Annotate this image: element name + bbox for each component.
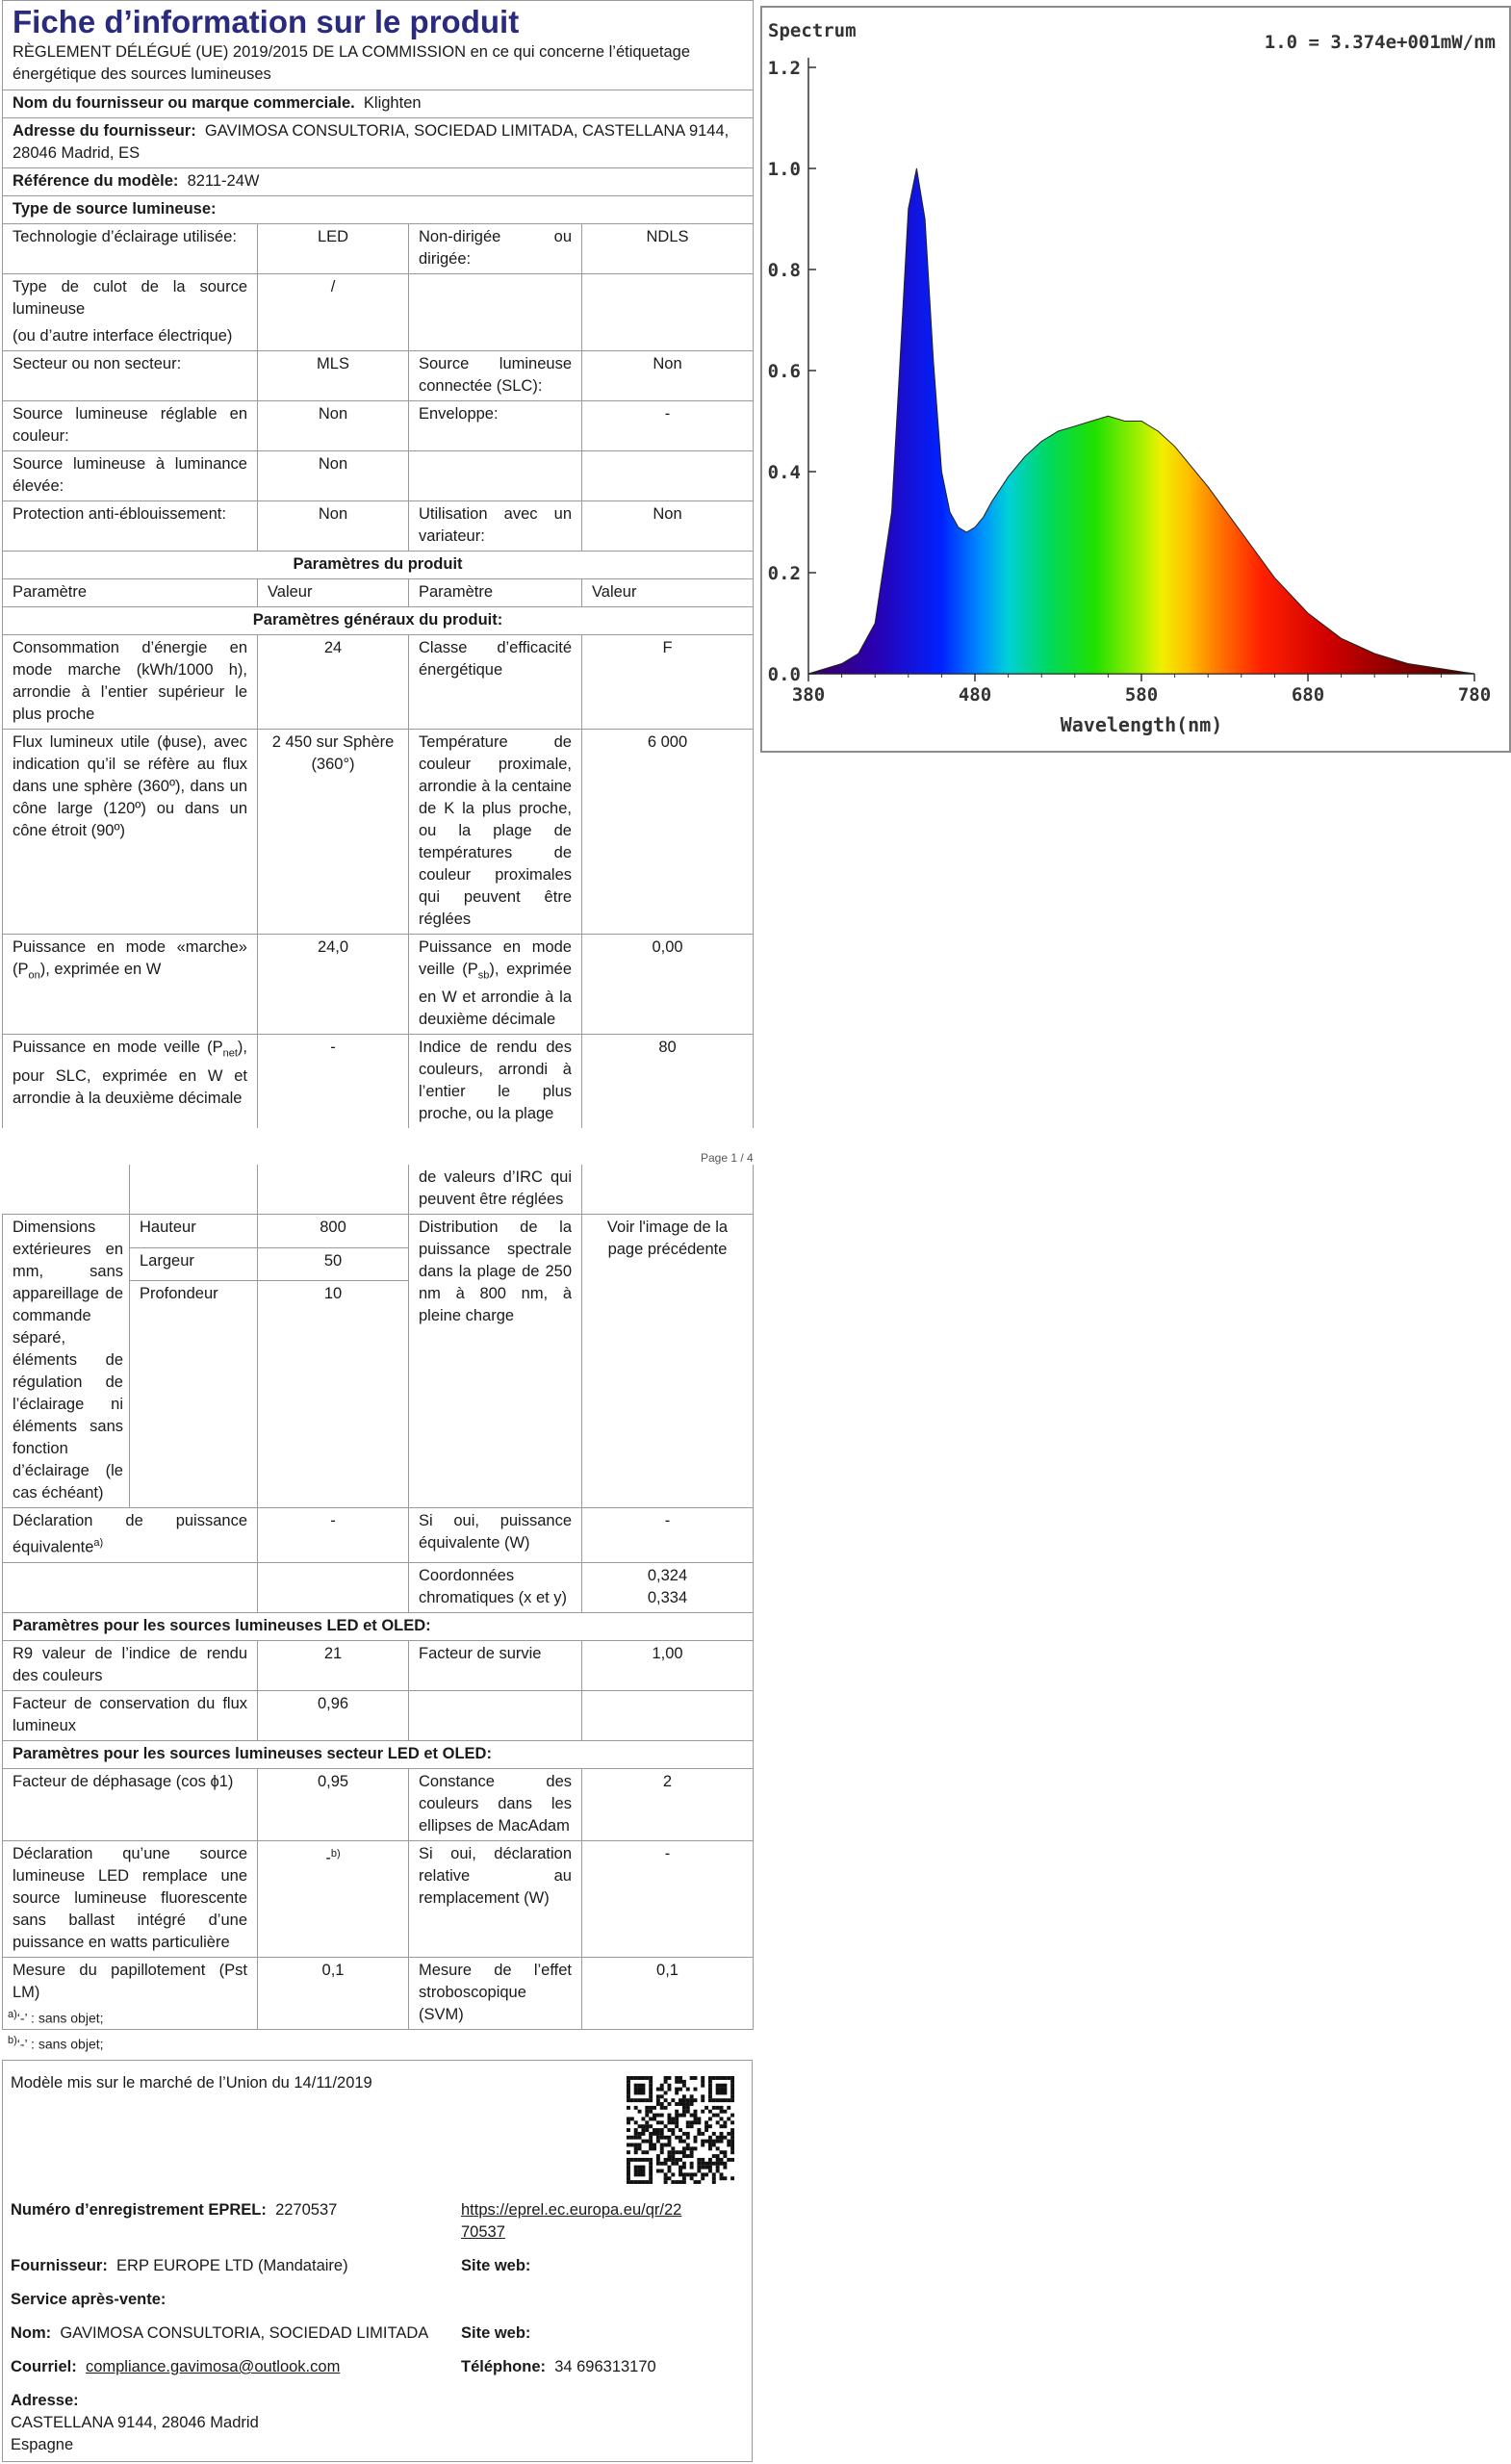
param-value: - (582, 1508, 754, 1563)
param-label-sub: net (222, 1047, 238, 1060)
type-value (582, 274, 754, 351)
col-header: Paramètre (409, 579, 582, 607)
param-label: Indice de rendu des couleurs, arrondi à l’entier le plus proche, ou la plage (409, 1035, 582, 1129)
x-axis-label: Wavelength(nm) (1060, 713, 1223, 736)
param-label-part: Puissance en mode «marche» (P (13, 938, 247, 978)
param-value: - (582, 1840, 754, 1957)
param-label: R9 valeur de l’indice de rendu des couleurs (3, 1640, 258, 1690)
dimension-value: 50 (258, 1247, 409, 1281)
param-value: 80 (582, 1035, 754, 1129)
x-tick-label: 780 (1457, 684, 1492, 706)
param-label-part: ), exprimée en W (39, 961, 162, 978)
product-table-page1 (2, 0, 754, 1128)
nom-value: GAVIMOSA CONSULTORIA, SOCIEDAD LIMITADA (60, 2324, 429, 2342)
y-tick-label: 0.6 (767, 361, 801, 382)
type-value (258, 323, 409, 351)
telephone-row (461, 2356, 656, 2378)
param-label: Facteur de conservation du flux lumineux (3, 1690, 258, 1740)
param-value: 24 (258, 635, 409, 730)
param-value: F (582, 635, 754, 730)
param-value: 0,00 (582, 935, 754, 1035)
dimensions-label: Dimensions extérieures en mm, sans appareillage de commande séparé, éléments de régulation de l’éclairage ni éléments sans fonction d’éclairage (le cas échéant) (3, 1215, 130, 1508)
param-label (3, 1035, 258, 1129)
courriel-link[interactable]: compliance.gavimosa@outlook.com (85, 2358, 341, 2375)
equiv-label: Déclaration de puissance équivalente (13, 1512, 247, 1556)
product-table-page2 (2, 1165, 754, 2030)
y-tick-label: 0.2 (767, 563, 801, 584)
registration-block (2, 2060, 753, 2462)
source-type-header: Type de source lumineuse: (3, 196, 754, 224)
empty-cell (582, 1165, 754, 1215)
param-value: - (258, 1035, 409, 1129)
x-tick-label: 580 (1124, 684, 1159, 706)
param-label: Déclaration qu’une source lumineuse LED remplace une source lumineuse fluorescente sans ballast intégré d’une puissance en watts particulière (3, 1840, 258, 1957)
type-label: Secteur ou non secteur: (3, 351, 258, 401)
param-value: 2 450 sur Sphère (360°) (258, 730, 409, 935)
type-label: Source lumineuse réglable en couleur: (3, 401, 258, 451)
adresse-label: Adresse: (11, 2392, 79, 2409)
param-value: 0,95 (258, 1768, 409, 1840)
courriel-row (11, 2356, 340, 2378)
param-value (582, 1562, 754, 1612)
type-value: - (582, 401, 754, 451)
chart-annotation: 1.0 = 3.374e+001mW/nm (1264, 32, 1496, 53)
eprel-row (11, 2199, 337, 2221)
adresse-block (11, 2390, 259, 2456)
x-tick-label: 680 (1291, 684, 1325, 706)
telephone-value: 34 696313170 (554, 2358, 656, 2375)
empty-cell (258, 1562, 409, 1612)
spectrum-area (808, 168, 1474, 674)
param-label: Classe d’efficacité énergétique (409, 635, 582, 730)
chroma-y: 0,334 (647, 1588, 688, 1606)
footnote-text: ‘-’ : sans objet; (16, 2036, 104, 2052)
type-label (409, 451, 582, 501)
type-label: Utilisation avec un variateur: (409, 501, 582, 552)
adresse-line: Espagne (11, 2436, 74, 2453)
footnote-sup: a) (8, 2009, 17, 2020)
y-tick-label: 1.2 (767, 58, 801, 79)
y-tick-label: 1.0 (767, 159, 801, 180)
param-value-text: - (325, 1849, 331, 1866)
type-label: Source lumineuse à luminance élevée: (3, 451, 258, 501)
type-value: Non (582, 351, 754, 401)
param-value: 21 (258, 1640, 409, 1690)
type-value: Non (258, 401, 409, 451)
adresse-line: CASTELLANA 9144, 28046 Madrid (11, 2414, 259, 2431)
type-label: Non-dirigée ou dirigée: (409, 224, 582, 274)
supplier-address-value: GAVIMOSA CONSULTORIA, SOCIEDAD LIMITADA, CASTELLANA 9144, 28046 Madrid, ES (13, 122, 730, 162)
param-value: 24,0 (258, 935, 409, 1035)
telephone-label: Téléphone: (461, 2358, 547, 2375)
regulation-text: RÈGLEMENT DÉLÉGUÉ (UE) 2019/2015 DE LA COMMISSION en ce qui concerne l’étiquetage énergétique des sources lumineuses (13, 43, 691, 83)
footnote-b (8, 2035, 104, 2052)
fournisseur-value: ERP EUROPE LTD (Mandataire) (116, 2257, 348, 2274)
footnote-text: ‘-’ : sans objet; (16, 2010, 104, 2026)
type-value: Non (582, 501, 754, 552)
param-label (409, 935, 582, 1035)
empty-cell (3, 1562, 258, 1612)
empty-cell (258, 1165, 409, 1215)
param-label (409, 1690, 582, 1740)
param-label: Coordonnées chromatiques (x et y) (409, 1562, 582, 1612)
y-tick-label: 0.8 (767, 260, 801, 281)
spectrum-chart-svg (762, 8, 1509, 751)
param-label (3, 935, 258, 1035)
supplier-name-value: Klighten (363, 94, 422, 112)
fournisseur-row (11, 2255, 348, 2277)
param-label (3, 1508, 258, 1563)
eprel-link-line2[interactable]: 70537 (461, 2223, 505, 2241)
dimension-name: Largeur (130, 1247, 258, 1281)
param-value: 0,96 (258, 1690, 409, 1740)
service-label: Service après-vente: (11, 2291, 166, 2308)
x-tick-label: 380 (791, 684, 826, 706)
chart-plot-area (808, 168, 1474, 674)
supplier-name-row (3, 90, 754, 118)
site-web-label: Site web: (461, 2324, 531, 2342)
type-value: LED (258, 224, 409, 274)
empty-cell (130, 1165, 258, 1215)
equiv-sup: a) (93, 1537, 104, 1549)
type-value (582, 451, 754, 501)
param-label-part: ), exprimée en W et arrondie à la deuxième décimale (419, 961, 572, 1029)
param-value: 0,1 (582, 1957, 754, 2029)
param-label: Si oui, puissance équivalente (W) (409, 1508, 582, 1563)
product-params-header: Paramètres du produit (3, 552, 754, 579)
eprel-link-line1[interactable]: https://eprel.ec.europa.eu/qr/22 (461, 2201, 682, 2219)
nom-row (11, 2323, 428, 2345)
page-title: Fiche d’information sur le produit (13, 4, 520, 39)
type-label: Source lumineuse connectée (SLC): (409, 351, 582, 401)
y-tick-label: 0.0 (767, 664, 801, 685)
param-label: Constance des couleurs dans les ellipses de MacAdam (409, 1768, 582, 1840)
type-value: NDLS (582, 224, 754, 274)
supplier-address-label: Adresse du fournisseur: (13, 122, 196, 140)
type-value: Non (258, 451, 409, 501)
param-value-sup: b) (330, 1847, 341, 1860)
type-value: / (258, 274, 409, 324)
dimension-name: Hauteur (130, 1215, 258, 1248)
param-value: 6 000 (582, 730, 754, 935)
courriel-label: Courriel: (11, 2358, 77, 2375)
col-header: Valeur (582, 579, 754, 607)
general-params-header: Paramètres généraux du produit: (3, 607, 754, 635)
type-label: (ou d’autre interface électrique) (3, 323, 258, 351)
mains-params-header: Paramètres pour les sources lumineuses secteur LED et OLED: (3, 1740, 754, 1768)
type-label: Type de culot de la source lumineuse (3, 274, 258, 324)
param-value: - (258, 1508, 409, 1563)
site-web-label: Site web: (461, 2257, 531, 2274)
eprel-value: 2270537 (275, 2201, 338, 2219)
type-value: MLS (258, 351, 409, 401)
param-label-part: ), pour SLC, exprimée en W et arrondie à la deuxième décimale (13, 1039, 247, 1107)
model-ref-label: Référence du modèle: (13, 172, 179, 190)
param-label: Mesure de l’effet stroboscopique (SVM) (409, 1957, 582, 2029)
supplier-name-label: Nom du fournisseur ou marque commerciale. (13, 94, 355, 112)
param-value: 2 (582, 1768, 754, 1840)
param-label-sub: on (28, 969, 40, 982)
footnote-a (8, 2009, 104, 2026)
led-params-header: Paramètres pour les sources lumineuses LED et OLED: (3, 1612, 754, 1640)
eprel-link[interactable] (461, 2199, 681, 2244)
dimension-value: 800 (258, 1215, 409, 1248)
x-tick-label: 480 (958, 684, 992, 706)
param-label: Température de couleur proximale, arrondie à la centaine de K la plus proche, ou la plage de températures de couleur proximales qui peuvent être réglées (409, 730, 582, 935)
dimension-name: Profondeur (130, 1281, 258, 1508)
page-number: Page 1 / 4 (701, 1151, 754, 1165)
param-value: 0,1 (258, 1957, 409, 2029)
param-value: Voir l'image de la page précédente (582, 1215, 754, 1508)
param-label-part: Puissance en mode veille (P (13, 1039, 223, 1057)
param-label: Consommation d’énergie en mode marche (kWh/1000 h), arrondie à l’entier supérieur le plus proche (3, 635, 258, 730)
param-label: Flux lumineux utile (ϕuse), avec indication qu’il se réfère au flux dans une sphère (360º), dans un cône large (120º) ou dans un cône étroit (90º) (3, 730, 258, 935)
type-label (409, 274, 582, 351)
type-label: Technologie d’éclairage utilisée: (3, 224, 258, 274)
spectrum-chart (760, 6, 1511, 753)
fournisseur-label: Fournisseur: (11, 2257, 108, 2274)
param-label-sub: sb (477, 969, 490, 982)
model-ref-row (3, 168, 754, 196)
market-date: Modèle mis sur le marché de l’Union du 14/11/2019 (11, 2074, 372, 2092)
param-label: Mesure du papillotement (Pst LM) (3, 1957, 258, 2029)
footnote-sup: b) (8, 2035, 17, 2046)
col-header: Valeur (258, 579, 409, 607)
param-label: Distribution de la puissance spectrale dans la plage de 250 nm à 800 nm, à pleine charge (409, 1215, 582, 1508)
qr-code-icon[interactable] (627, 2076, 734, 2184)
supplier-address-row (3, 118, 754, 168)
y-tick-label: 0.4 (767, 462, 801, 483)
empty-cell (3, 1165, 130, 1215)
type-label: Enveloppe: (409, 401, 582, 451)
model-ref-value: 8211-24W (187, 172, 260, 190)
param-label: Si oui, déclaration relative au remplacement (W) (409, 1840, 582, 1957)
col-header: Paramètre (3, 579, 258, 607)
type-value: Non (258, 501, 409, 552)
param-label: Facteur de survie (409, 1640, 582, 1690)
param-value: 1,00 (582, 1640, 754, 1690)
param-label-part: Puissance en mode veille (P (419, 938, 572, 978)
type-label: Protection anti-éblouissement: (3, 501, 258, 552)
chart-title: Spectrum (768, 20, 857, 41)
eprel-label: Numéro d’enregistrement EPREL: (11, 2201, 267, 2219)
param-label: de valeurs d’IRC qui peuvent être réglées (409, 1165, 582, 1215)
nom-label: Nom: (11, 2324, 52, 2342)
dimension-value: 10 (258, 1281, 409, 1508)
param-label: Facteur de déphasage (cos ϕ1) (3, 1768, 258, 1840)
chroma-x: 0,324 (647, 1566, 688, 1584)
param-value (582, 1690, 754, 1740)
param-value (258, 1840, 409, 1957)
